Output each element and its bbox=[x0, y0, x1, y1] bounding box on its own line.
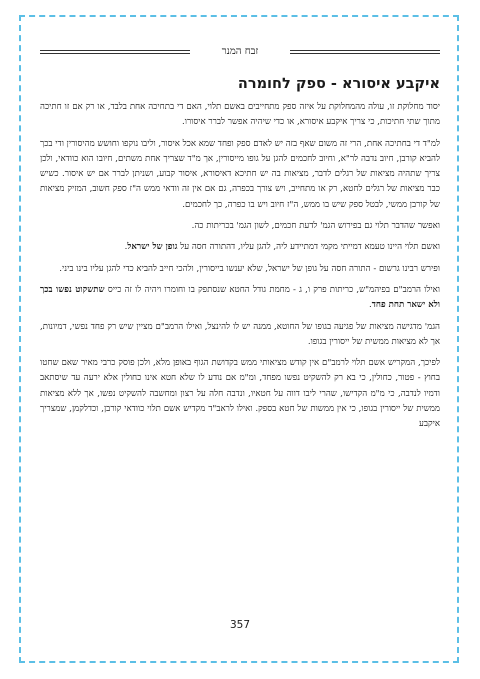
running-header bbox=[40, 42, 440, 60]
bold-phrase: גופן של ישראל bbox=[127, 242, 178, 253]
paragraph bbox=[40, 283, 440, 314]
header-rule-left bbox=[40, 50, 190, 54]
page-number: 357 bbox=[229, 619, 251, 631]
paragraph-text: ופירש רבינו גרשום - התורה חסה על גופן של ישראל, שלא יענשו בייסורין, ולהכי חייב להביא כדי להגן עליו בינו ביני. bbox=[59, 263, 440, 274]
document-page bbox=[40, 42, 440, 652]
paragraph-text: לפיכך, המקריש אשם תלוי לרמב"ם אין קודש מציאותי ממש בקדושת הגוף באופן מלא, ולכן פוסק כרבי מאיר שאם שחטו בחוץ - פטור, כחולין, כי בא רק להשקיט נפשו מפחד, ומ"מ אם נודע לו שלא חטא אינו כחולין אלא ירעה עד שיסתאב ודמיו לנדבה, כי מ"מ הקדישו, שהרי ליבו דווה על חטאיו, ונדבה חלה על רצון ומחשבה להשקיט נפשו, אך ללא מציאות ממשית של ייסורין בגופו, כי אין ממשות של חטא בספק. ואילו לראב"ד מקדיש אשם תלוי כוודאי קורבן, וכדלקמן, שמצריך איקבע bbox=[40, 358, 440, 430]
paragraph-text: למ"ד די בחתיכה אחת, הרי זה משום שאף בזה יש לאדם ספק ופחד שמא אכל איסור, וליבו נוקפו וחושש מהיסורין ודי בכך להביא קורבן, חיוב נדבה לר"א, וחיוב לחכמים להגן על גופו מייסורין, אך מ"ד שצריך אחת משתים, חיובו הוא כוודאי, ולכן צריך שתהיה מציאות של רגלים לדבר, מציאות בה יש חתיכא דאיסורא, איסור קבוע, ושניתן לברר אם יש איסור. כשיש כבר מציאות של רגלים לחטא, רק או מתחייב, ויש צורך בכפרה, גם אם אין זה וודאי ממש ה"ז ספק חשוב, המזיק מציאות של קורבן ממשי, לבטל ספק שיש בו ממש, ה"ז חיוב ויש בו כפרה, כך לחכמים. bbox=[40, 138, 440, 210]
paragraph bbox=[40, 100, 440, 131]
paragraph-text: . bbox=[369, 300, 372, 311]
paragraph-text: ואשם תלוי היינו טעמא דמייתי מקמי דמתיידע ליה, להגן עליו, דהתורה חסה על bbox=[177, 242, 440, 253]
header-rule-right bbox=[290, 50, 440, 54]
paragraph bbox=[40, 320, 440, 351]
paragraph bbox=[40, 137, 440, 213]
paragraph-text: הגמ' מדגישה מציאות של פגיעה בגופו של החוטא, ממנה יש לו להינצל, ואילו הרמב"ם מציין שיש רק פחד נפשי, דמיונות, אך לא מציאות ממשית של ייסורין בגופו. bbox=[40, 321, 440, 347]
paragraph bbox=[40, 262, 440, 277]
paragraph bbox=[40, 356, 440, 432]
paragraph-text: ואילו הרמב"ם בפיהמ"ש, כריתות פרק ו, ג - מחמת גודל החטא שנסתפק בו וחומרו ויהיה לו זה כייס bbox=[104, 284, 440, 295]
paragraph-text: ואפשר שהדבר תלוי גם בפירוש הגמ' לדעת חכמים, לשון הגמ' בכריתות כה. bbox=[191, 221, 440, 232]
paragraph bbox=[40, 219, 440, 234]
paragraph bbox=[40, 240, 440, 255]
section-title: איקבע איסורא - ספק לחומרה bbox=[237, 76, 440, 92]
body-text bbox=[40, 100, 440, 433]
paragraph-text: יסוד מחלוקת זו, עולה מהמחלוקת על איזה ספק מתחייבים באשם תלוי, האם די בתחיכה אחת בלבד, או רק אם זו חתיכה מתוך שתי חתיכות, כי צריך איקבע איסורא, או כדי שיהיה אפשר לברר איסורו. bbox=[40, 102, 440, 128]
bold-phrase: שתשקוט נפשו בכך ולא ישאר תחת פחד bbox=[40, 284, 440, 311]
header-label: זבח המנר bbox=[216, 46, 265, 57]
paragraph-text: . bbox=[124, 242, 128, 253]
